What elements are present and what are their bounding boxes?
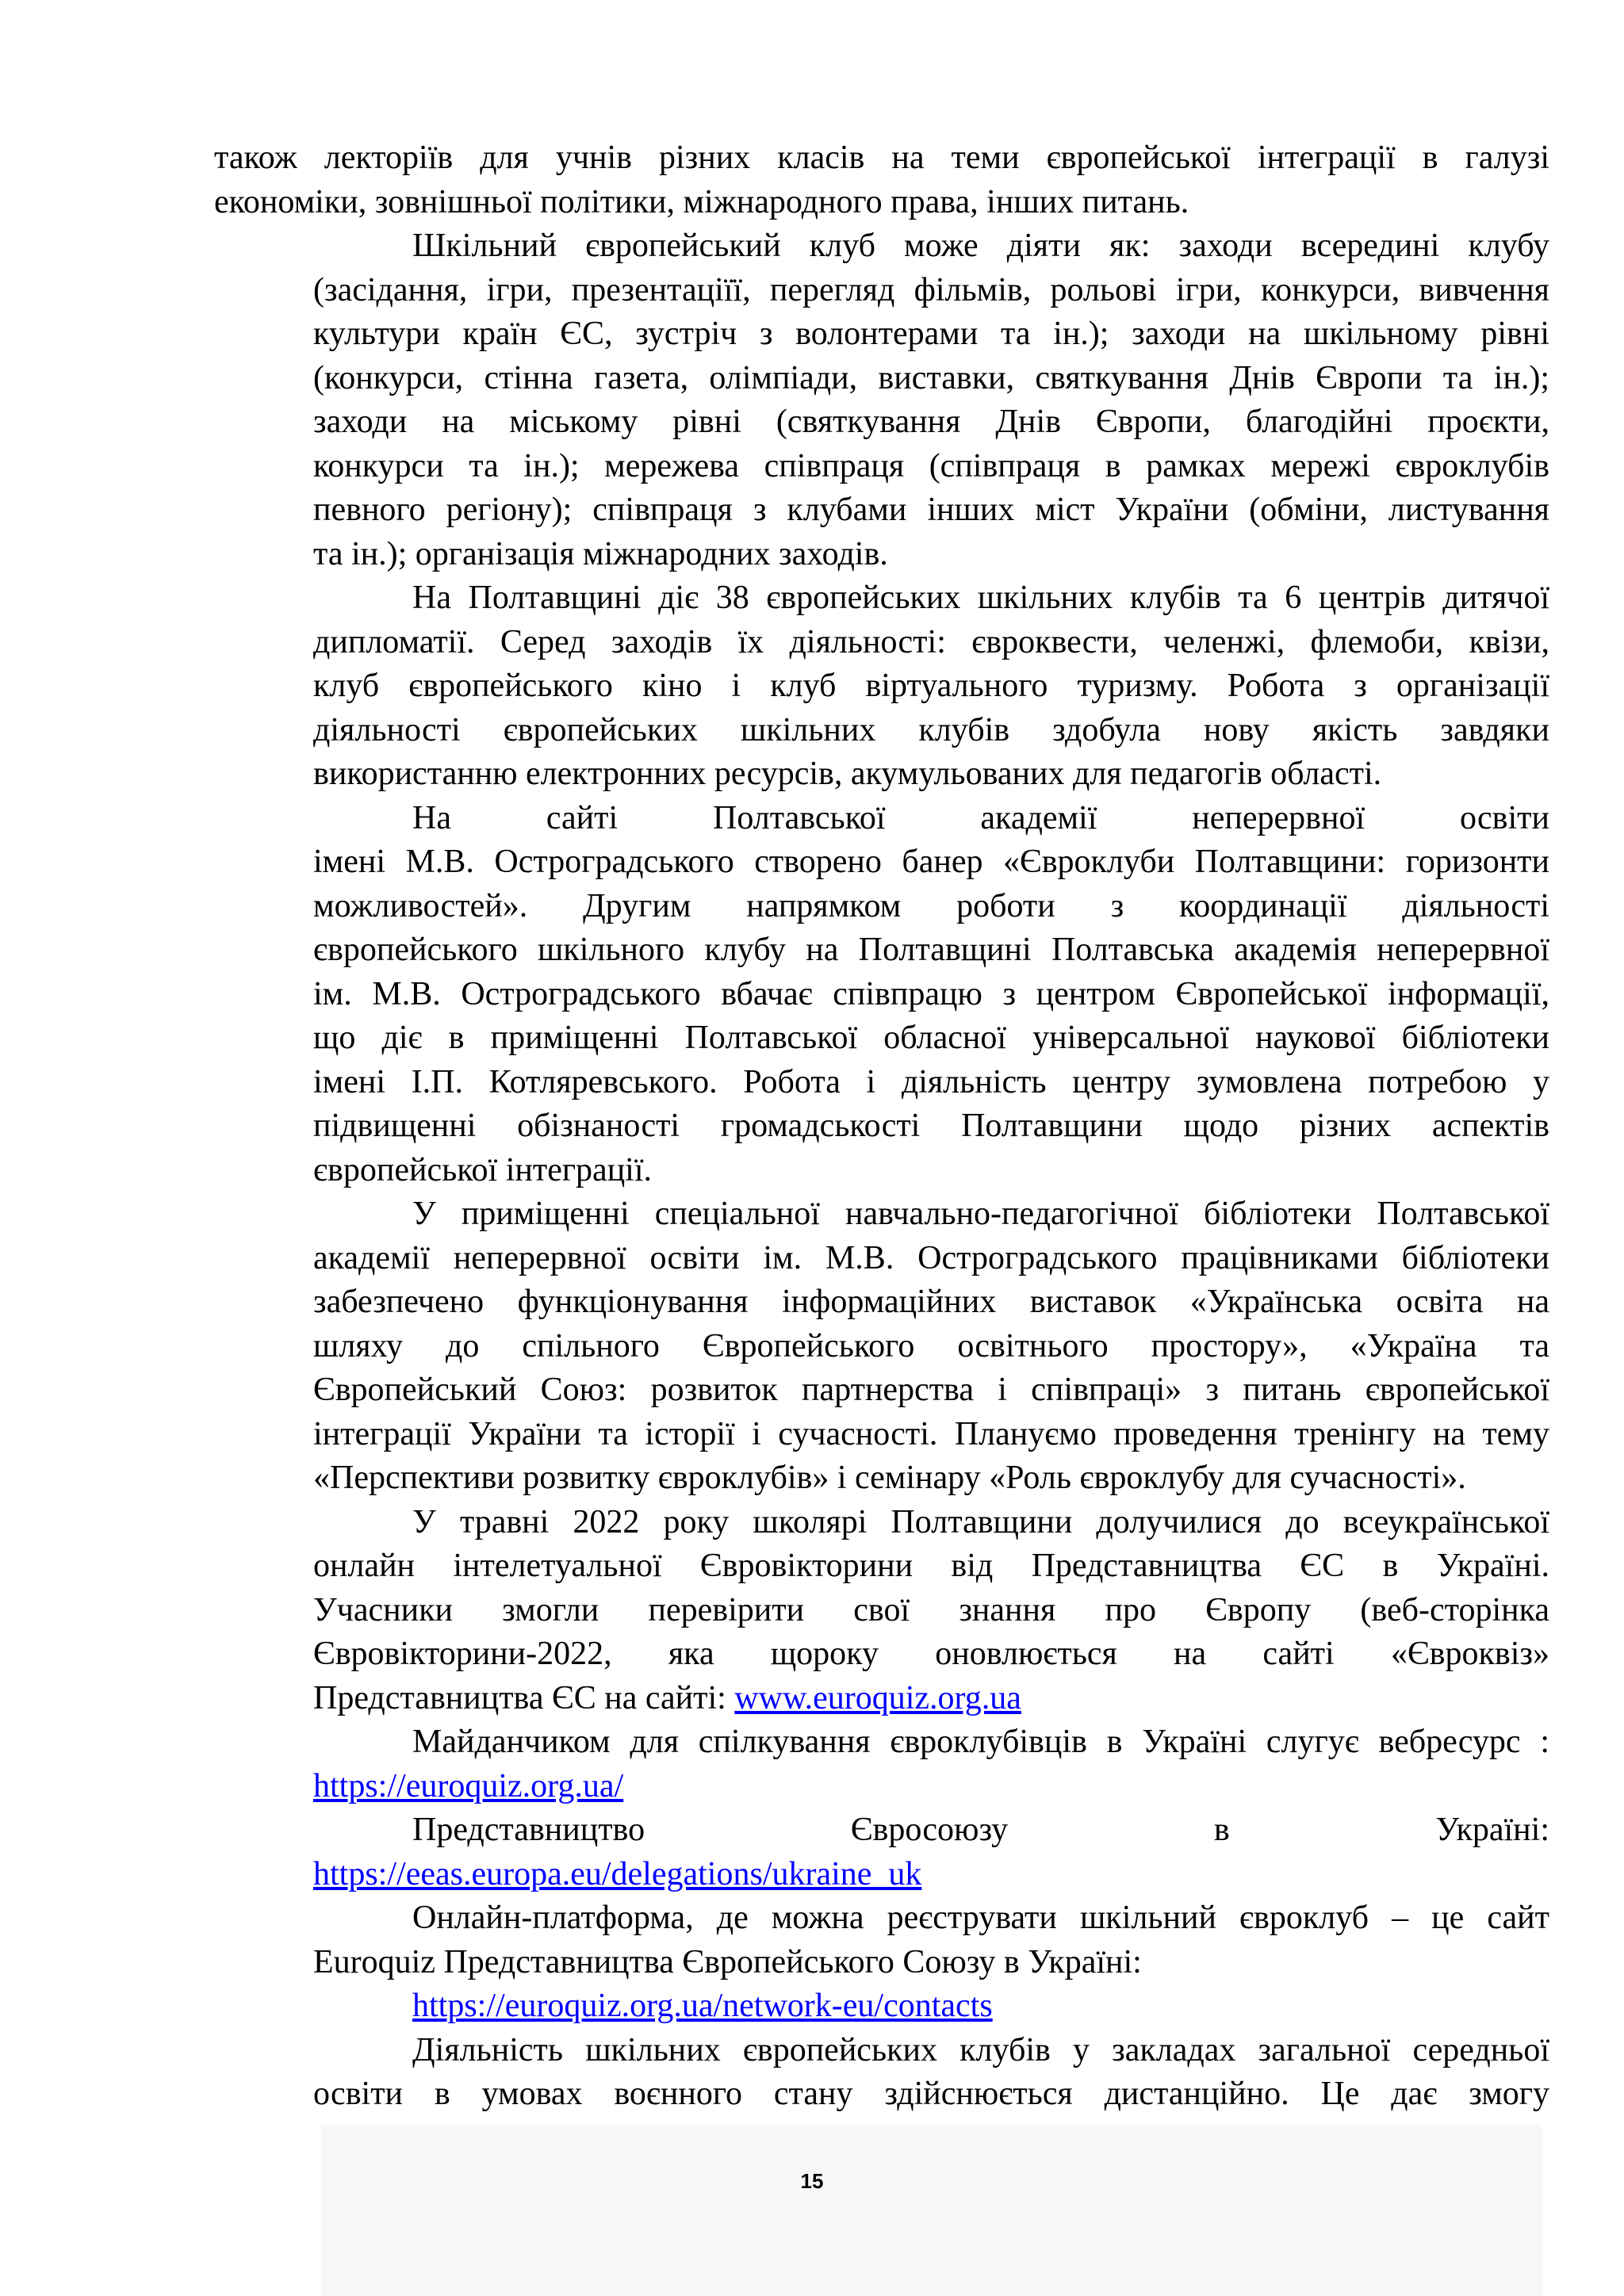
text-line: Шкільний європейський клуб може діяти як: заходи всередині клубу [412,228,1549,264]
euroquiz-home-link[interactable]: https://euroquiz.org.ua/ [313,1767,624,1804]
text-line: також лекторіїв для учнів різних класів на теми європейської інтеграції в галузі [214,140,1549,176]
text-line: На Полтавщині діє 38 європейських шкільних клубів та 6 центрів дитячої [412,580,1549,616]
text-line: На сайті Полтавської академії неперервної освіти [412,799,1549,836]
text-line: та ін.); організація міжнародних заходів. [313,535,888,572]
paragraph-7 [214,1720,1549,1808]
euroquiz-network-link[interactable]: https://euroquiz.org.ua/network-eu/contacts [412,1988,993,2024]
paragraph-5 [214,1192,1549,1501]
text-line: культури країн ЄС, зустріч з волонтерами та ін.); заходи на шкільному рівні [313,316,1549,352]
paragraph-2 [214,224,1549,576]
text-line: конкурси та ін.); мережева співпраця (співпраця в рамках мережі євроклубів [313,447,1549,484]
euroquiz-link[interactable]: www.euroquiz.org.ua [734,1679,1021,1716]
paragraph-3 [214,576,1549,797]
text-line: (конкурси, стінна газета, олімпіади, виставки, святкування Днів Європи та ін.); [313,359,1549,396]
text-line: інтеграції України та історії і сучасності. Плануємо проведення тренінгу на тему [313,1415,1549,1452]
text-line: діяльності європейських шкільних клубів здобула нову якість завдяки [313,711,1549,748]
text-line: шляху до спільного Європейського освітнього простору», «Україна та [313,1327,1549,1364]
text-line: Діяльність шкільних європейських клубів у закладах загальної середньої [412,2031,1549,2068]
text-line [214,1765,1549,1809]
text-line: імені М.В. Остроградського створено банер «Євроклуби Полтавщини: горизонти [313,844,1549,880]
text-line: освіти в умовах воєнного стану здійснюється дистанційно. Це дає змогу [313,2076,1549,2112]
text-line: академії неперервної освіти ім. М.В. Остроградського працівниками бібліотеки [313,1239,1549,1276]
text-line: дипломатії. Серед заходів їх діяльності: євроквести, челенжі, флемоби, квізи, [313,623,1549,660]
text-line: заходи на міському рівні (святкування Днів Європи, благодійні проєкти, [313,404,1549,440]
eeas-delegation-link[interactable]: https://eeas.europa.eu/delegations/ukraine_uk [313,1855,922,1892]
text-line: економіки, зовнішньої політики, міжнародного права, інших питань. [214,183,1189,220]
page-bottom-shade [321,2125,1542,2296]
text-line: можливостей». Другим напрямком роботи з координації діяльності [313,887,1549,924]
text-line: У травні 2022 року школярі Полтавщини долучилися до всеукраїнської [412,1503,1549,1540]
text-line: певного регіону); співпраця з клубами інших міст України (обміни, листування [313,492,1549,528]
page-number: 15 [800,2169,824,2193]
text-line: європейської інтеграції. [313,1151,653,1188]
text-line: онлайн інтелетуальної Євровікторини від Представництва ЄС в Україні. [313,1548,1549,1584]
text-line: (засідання, ігри, презентаціїї, перегляд фільмів, рольові ігри, конкурси, вивчення [313,271,1549,308]
text-line: Онлайн-платформа, де можна реєструвати шкільний євроклуб – це сайт [412,1900,1549,1936]
text-line: Євровікторини-2022, яка щороку оновлюється на сайті «Євроквіз» [313,1636,1549,1672]
text-line: Майданчиком для спілкування євроклубівців в Україні слугує вебресурс : [412,1724,1549,1760]
text-line: «Перспективи розвитку євроклубів» і семінару «Роль євроклубу для сучасності». [313,1460,1466,1496]
text-line [214,1853,1549,1897]
text-line: імені І.П. Котляревського. Робота і діяльність центру зумовлена потребою у [313,1063,1549,1100]
text-line [214,1677,1549,1721]
paragraph-8 [214,1808,1549,1896]
text-line: Учасники змогли перевірити свої знання про Європу (веб-сторінка [313,1591,1549,1628]
text-line: європейського шкільного клубу на Полтавщині Полтавська академія неперервної [313,932,1549,968]
paragraph-4 [214,797,1549,1193]
text-line: ім. М.В. Остроградського вбачає співпрацю з центром Європейської інформації, [313,975,1549,1012]
text-line: У приміщенні спеціальної навчально-педагогічної бібліотеки Полтавської [412,1196,1549,1232]
text-line: Європейський Союз: розвиток партнерства і співпраці» з питань європейської [313,1372,1549,1408]
text-line: що діє в приміщенні Полтавської обласної універсальної наукової бібліотеки [313,1020,1549,1056]
paragraph-6 [214,1501,1549,1721]
text-line: клуб європейського кіно і клуб віртуального туризму. Робота з організації [313,668,1549,704]
text-line: підвищенні обізнаності громадськості Полтавщини щодо різних аспектів [313,1108,1549,1144]
text-line: використанню електронних ресурсів, акумульованих для педагогів області. [313,756,1382,792]
text-line: Представництво Євросоюзу в Україні: [412,1812,1549,1848]
document-body [214,136,1549,2117]
text-line: Euroquiz Представництва Європейського Союзу в Україні: [313,1943,1142,1980]
text-line: забезпечено функціонування інформаційних виставок «Українська освіта на [313,1284,1549,1320]
text-line [214,1984,1549,2029]
paragraph-9 [214,1896,1549,2029]
inline-text: Представництва ЄС на сайті: [313,1679,735,1716]
paragraph-10 [214,2029,1549,2117]
paragraph-1 [214,136,1549,224]
